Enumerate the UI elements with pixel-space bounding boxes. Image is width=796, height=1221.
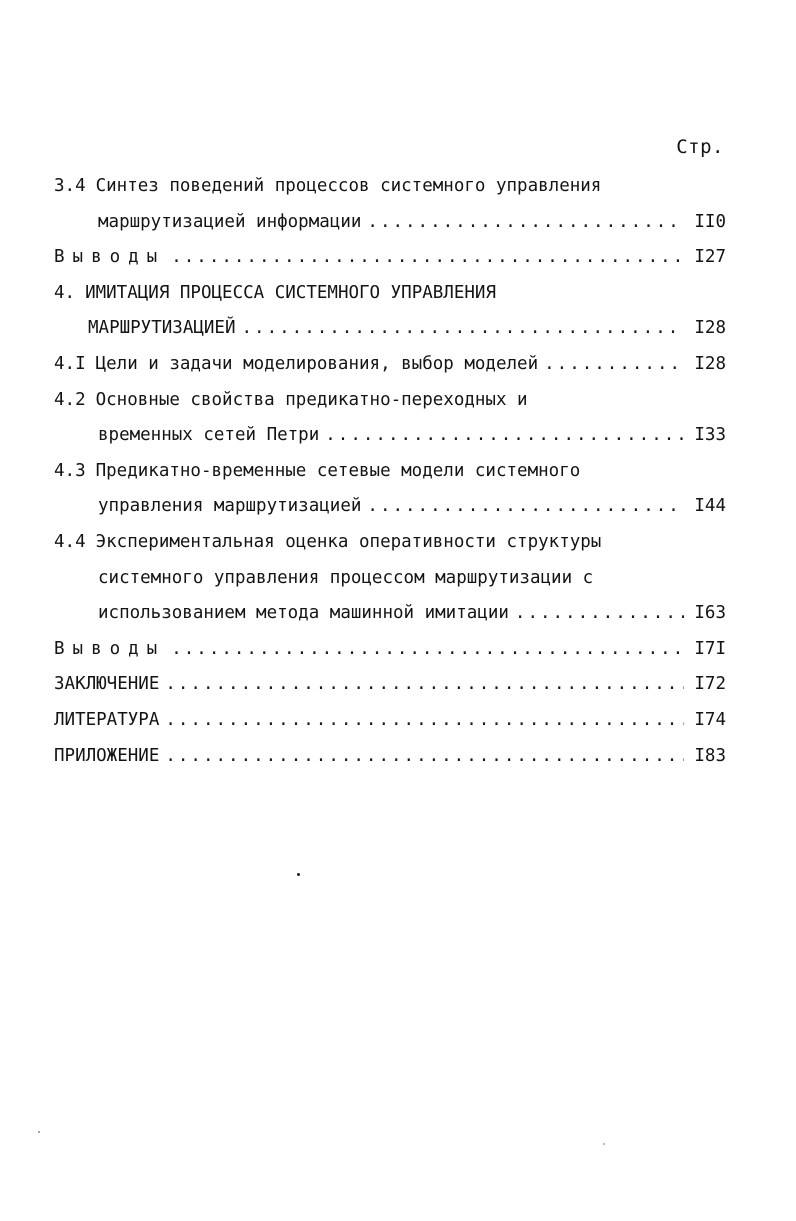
- toc-entry-number: 4.: [54, 282, 76, 303]
- toc-entry-title: ЗАКЛЮЧЕНИЕ: [54, 674, 160, 695]
- toc-entry-title: Синтез поведений процессов системного управления: [95, 176, 602, 196]
- toc-entry-number: 4.4: [54, 531, 86, 552]
- dot-leader: [165, 703, 684, 739]
- toc-entry-4-3: [54, 454, 726, 490]
- toc-page-number: I28: [694, 318, 726, 339]
- toc-entry-title: Выводы: [54, 247, 166, 268]
- toc-entry-4-4: [54, 525, 726, 561]
- toc-entry-title: Выводы: [54, 638, 166, 659]
- toc-page-number: I7I: [694, 638, 726, 659]
- toc-entry-title: временных сетей Петри: [98, 425, 320, 446]
- toc-entry-conclusions-4: [54, 632, 726, 668]
- dot-leader: [325, 418, 684, 454]
- toc-entry-title: ИМИТАЦИЯ ПРОЦЕССА СИСТЕМНОГО УПРАВЛЕНИЯ: [85, 282, 496, 303]
- toc-page-number: I28: [694, 353, 726, 374]
- toc-entry-conclusion: [54, 667, 726, 703]
- toc-entry-title: использованием метода машинной имитации: [98, 603, 509, 624]
- toc-entry-literature: [54, 703, 726, 739]
- toc-entry-4-4-cont-2: [54, 596, 726, 632]
- toc-entry-title: Цели и задачи моделирования, выбор моделей: [95, 353, 539, 374]
- dot-leader: [544, 347, 684, 383]
- dot-leader: [242, 311, 684, 347]
- dot-leader: [165, 667, 684, 703]
- dot-leader: [515, 596, 684, 632]
- toc-entry-4: [54, 276, 726, 312]
- toc-entry-4-2: [54, 383, 726, 419]
- toc-entry-4-3-cont: [54, 489, 726, 525]
- toc-entry-title: маршрутизацией информации: [98, 211, 362, 232]
- scan-speck: [297, 873, 300, 876]
- toc-entry-title: Экспериментальная оценка оперативности структуры: [95, 531, 602, 552]
- toc-page-number: I83: [694, 745, 726, 766]
- toc-entry-appendix: [54, 739, 726, 775]
- dot-leader: [171, 632, 684, 668]
- toc-entry-title: ПРИЛОЖЕНИЕ: [54, 745, 160, 766]
- toc-entry-3-4: [54, 169, 726, 205]
- scan-speck: [603, 1143, 605, 1145]
- table-of-contents: [54, 169, 726, 774]
- toc-page-number: I33: [694, 425, 726, 446]
- toc-entry-number: 4.2: [54, 389, 86, 410]
- toc-page-number: II0: [694, 211, 726, 232]
- toc-entry-4-2-cont: [54, 418, 726, 454]
- toc-page-number: I72: [694, 674, 726, 695]
- toc-entry-title: ЛИТЕРАТУРА: [54, 709, 160, 730]
- dot-leader: [367, 205, 684, 241]
- toc-entry-title: Предикатно-временные сетевые модели системного: [95, 460, 581, 481]
- page-column-header: Стр.: [676, 136, 724, 158]
- toc-entry-title: управления маршрутизацией: [98, 496, 362, 517]
- toc-entry-conclusions-3: [54, 240, 726, 276]
- scan-speck: [38, 1131, 40, 1133]
- toc-entry-number: 4.3: [54, 460, 86, 481]
- toc-entry-title: МАРШРУТИЗАЦИЕЙ: [88, 318, 236, 339]
- dot-leader: [165, 739, 684, 775]
- toc-page-number: I27: [694, 247, 726, 268]
- toc-entry-number: 4.I: [54, 353, 86, 374]
- toc-entry-3-4-cont: [54, 205, 726, 241]
- toc-entry-4-4-cont-1: [54, 561, 726, 597]
- toc-entry-title: Основные свойства предикатно-переходных и: [95, 389, 528, 410]
- toc-entry-number: 3.4: [54, 176, 86, 196]
- dot-leader: [367, 489, 684, 525]
- toc-page-number: I74: [694, 709, 726, 730]
- toc-entry-4-1: [54, 347, 726, 383]
- toc-entry-title: системного управления процессом маршрутизации с: [98, 567, 594, 588]
- toc-page-number: I63: [694, 603, 726, 624]
- toc-page-number: I44: [694, 496, 726, 517]
- dot-leader: [171, 240, 684, 276]
- toc-entry-4-cont: [54, 311, 726, 347]
